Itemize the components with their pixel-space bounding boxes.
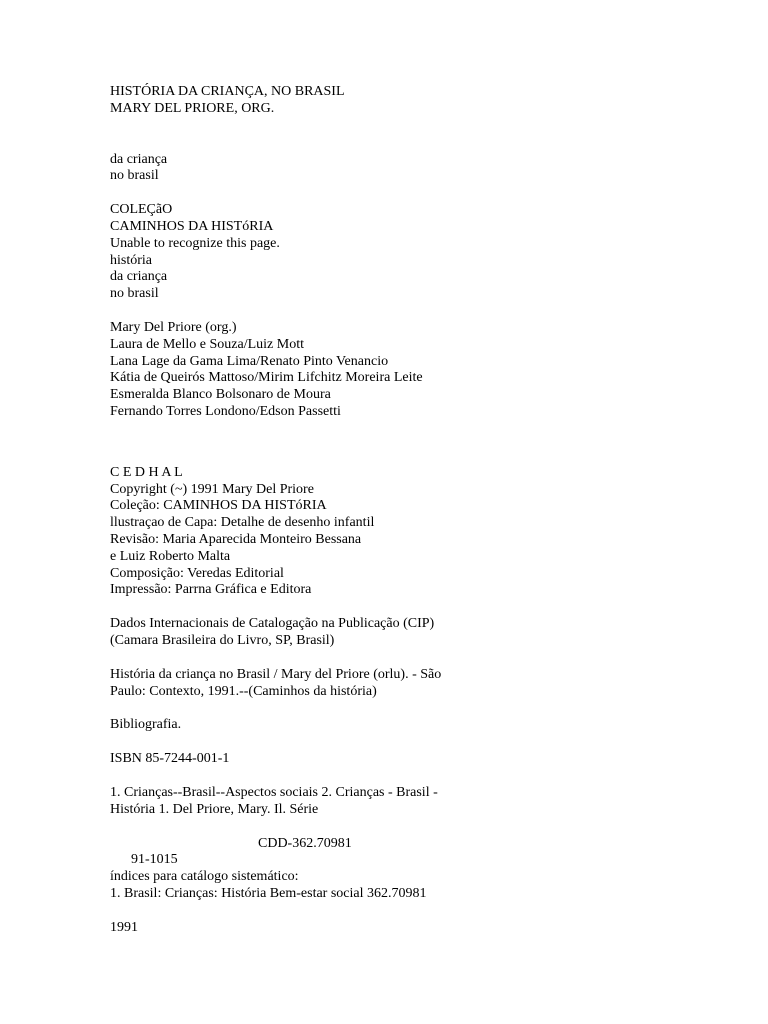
publisher-line: Impressão: Parrna Gráfica e Editora: [110, 582, 312, 598]
document-page: [110, 84, 730, 937]
publisher-name: C E D H A L: [110, 464, 183, 480]
spacer: [110, 599, 730, 616]
spacer: [110, 118, 730, 152]
spacer: [110, 734, 730, 751]
author-line: Fernando Torres Londono/Edson Passetti: [110, 403, 341, 419]
spacer: [110, 303, 730, 320]
index-title: índices para catálogo sistemático:: [110, 869, 299, 885]
author-list: [110, 320, 730, 421]
author-line: Esmeralda Blanco Bolsonaro de Moura: [110, 387, 331, 403]
catalog-number: 91-1015: [131, 852, 178, 868]
citation-line: Paulo: Contexto, 1991.--(Caminhos da história): [110, 683, 377, 699]
collection-name: CAMINHOS DA HISTóRIA: [110, 218, 274, 234]
spacer: [110, 700, 730, 717]
cip-line: Dados Internacionais de Catalogação na Publicação (CIP): [110, 616, 435, 632]
author-line: Laura de Mello e Souza/Luiz Mott: [110, 336, 304, 352]
cdd-number: CDD-362.70981: [258, 835, 352, 851]
cover-text-line: da criança: [110, 151, 168, 167]
subject-line: 1. Crianças--Brasil--Aspectos sociais 2. Crianças - Brasil -: [110, 784, 438, 800]
year-line: 1991: [110, 919, 138, 935]
bibliography-line: Bibliografia.: [110, 717, 182, 733]
spacer: [110, 421, 730, 465]
spacer: [110, 650, 730, 667]
author-line: Kátia de Queirós Mattoso/Mirim Lifchitz Moreira Leite: [110, 370, 423, 386]
cover-text-line: no brasil: [110, 168, 159, 184]
spacer: [110, 903, 730, 920]
citation-line: História da criança no Brasil / Mary del Priore (orlu). - São: [110, 666, 442, 682]
collection-line: da criança: [110, 269, 168, 285]
book-title: HISTÓRIA DA CRIANÇA, NO BRASIL: [110, 84, 345, 99]
subject-line: História 1. Del Priore, Mary. Il. Série: [110, 801, 319, 817]
collection-line: no brasil: [110, 286, 159, 302]
spacer: [110, 185, 730, 202]
book-editor: MARY DEL PRIORE, ORG.: [110, 100, 275, 116]
publisher-line: Revisão: Maria Aparecida Monteiro Bessana: [110, 531, 362, 547]
publisher-line: llustraçao de Capa: Detalhe de desenho infantil: [110, 515, 375, 531]
isbn-line: ISBN 85-7244-001-1: [110, 751, 230, 767]
cip-block: [110, 616, 730, 937]
cip-line: (Camara Brasileira do Livro, SP, Brasil): [110, 632, 335, 648]
author-line: Mary Del Priore (org.): [110, 319, 237, 335]
spacer: [110, 852, 730, 869]
collection-label: COLEÇãO: [110, 202, 173, 218]
spacer: [110, 819, 730, 836]
publisher-line: Copyright (~) 1991 Mary Del Priore: [110, 481, 314, 497]
spacer: [110, 768, 730, 785]
ocr-note: Unable to recognize this page.: [110, 235, 280, 251]
publisher-block: [110, 465, 730, 599]
collection-line: história: [110, 252, 152, 268]
publisher-line: Coleção: CAMINHOS DA HISTóRIA: [110, 498, 327, 514]
publisher-line: e Luiz Roberto Malta: [110, 548, 231, 564]
publisher-line: Composição: Veredas Editorial: [110, 565, 284, 581]
catalog-number-row: [110, 835, 730, 868]
index-entry: 1. Brasil: Crianças: História Bem-estar social 362.70981: [110, 886, 427, 902]
author-line: Lana Lage da Gama Lima/Renato Pinto Venancio: [110, 353, 389, 369]
